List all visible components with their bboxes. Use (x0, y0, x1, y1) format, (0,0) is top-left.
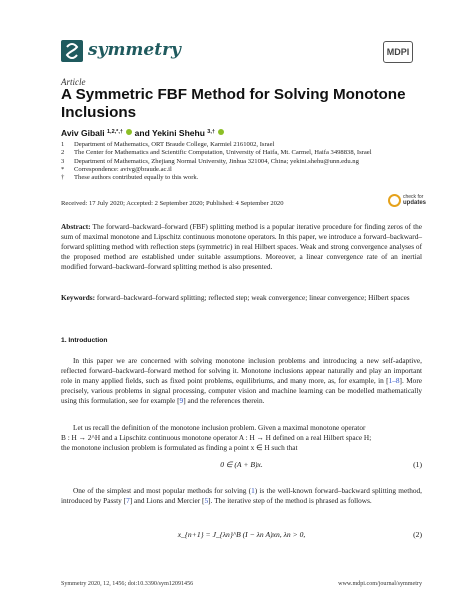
footer-citation: Symmetry 2020, 12, 1456; doi:10.3390/sym12091456 (61, 581, 194, 587)
intro-paragraph-2: Let us recall the definition of the monotone inclusion problem. Given a maximal monotone operator B : H → 2^H and a Lipschitz continuous monotone operator A : H → H defined on a real Hilbert space H; the monotone inclusion problem is formulated as finding a point x ∈ H such that (61, 423, 372, 452)
author-line (61, 128, 224, 138)
section-heading: 1. Introduction (61, 337, 108, 344)
footer-journal-url[interactable]: www.mdpi.com/journal/symmetry (338, 581, 422, 587)
keywords-text: forward–backward–forward splitting; reflected step; weak convergence; linear convergence; Hilbert spaces (96, 293, 410, 302)
intro-paragraph-3: One of the simplest and most popular methods for solving (1) is the well-known forward–backward splitting method, introduced by Passty [7] and Lions and Mercier [5]. The iterative step of the method is phrased as follows. (61, 486, 422, 505)
equation-body: 0 ∈ (A + B)x. (220, 460, 263, 469)
check-for-updates-badge[interactable] (388, 193, 427, 211)
affiliation-list (61, 141, 421, 182)
equation-1 (61, 460, 422, 470)
author-1-superscript: 1,2,*,† (107, 129, 123, 135)
equation-number: (1) (413, 460, 422, 469)
equation-2 (61, 530, 422, 542)
abstract-text: The forward–backward–forward (FBF) splitting method is a popular iterative procedure for finding zeros of the sum of maximal monotone and Lipschitz continuous monotone operators. In this paper, we introduce a forward–backward–forward splitting method with reflection steps (symmetric) in real Hilbert spaces. Weak and strong convergence analyses of the proposed method are established under suitable assumptions. Moreover, a linear convergence rate of an inertial modified forward–backward–forward splitting method is also presented. (61, 222, 422, 271)
journal-logo-icon (61, 40, 83, 62)
author-2[interactable]: Yekini Shehu (152, 128, 205, 138)
mdpi-logo[interactable] (383, 41, 413, 63)
equation-body: x_{n+1} = J_{λn}^B (I − λn A)xn, λn > 0, (177, 530, 306, 539)
citation-link[interactable]: 5 (204, 495, 209, 505)
citation-link[interactable]: 1–8 (388, 375, 400, 385)
keywords-label: Keywords: (61, 293, 96, 302)
publisher-name: MDPI (386, 47, 410, 57)
equation-ref-link[interactable]: 1 (251, 486, 255, 495)
equal-contribution-note: † These authors contributed equally to this work. (61, 174, 199, 182)
update-icon (388, 194, 401, 207)
citation-link[interactable]: 7 (126, 495, 130, 505)
citation-link[interactable]: 9 (179, 395, 184, 405)
affiliation-item: 3 Department of Mathematics, Zhejiang Normal University, Jinhua 321004, China; yekini.shehu@unn.edu.ng (61, 157, 359, 165)
check-updates-line1: check for (403, 194, 424, 200)
check-updates-line2: updates (403, 200, 427, 206)
affiliation-item: 2 The Center for Mathematics and Scientific Computation, University of Haifa, Mt. Carmel, Haifa 3498838, Israel (61, 149, 372, 157)
author-connector: and (134, 128, 150, 138)
equation-number: (2) (413, 530, 422, 539)
intro-paragraph-1: In this paper we are concerned with solving monotone inclusion problems and introducing a new self-adaptive, reflected forward–backward–forward method for solving it. Monotone inclusions appear naturally and play an important role in many applied fields, such as fixed point problems, equilibriums, and many more, as, for example, in [1–8]. More precisely, various problems in signal processing, computer vision and machine learning can be modelled mathematically using this formulation, see for example [9] and the references therein. (61, 356, 422, 405)
author-1[interactable]: Aviv Gibali (61, 128, 105, 138)
author-2-superscript: 3,† (207, 129, 215, 135)
keywords (61, 293, 422, 303)
affiliation-item: 1 Department of Mathematics, ORT Braude College, Karmiel 2161002, Israel (61, 141, 275, 148)
journal-name[interactable]: symmetry (88, 40, 181, 60)
article-type: Article (61, 77, 86, 87)
orcid-icon[interactable] (218, 129, 224, 135)
correspondence: * Correspondence: avivg@braude.ac.il (61, 165, 172, 173)
publication-dates: Received: 17 July 2020; Accepted: 2 September 2020; Published: 4 September 2020 (61, 200, 284, 207)
abstract-label: Abstract: (61, 222, 91, 231)
orcid-icon[interactable] (126, 129, 132, 135)
abstract (61, 222, 422, 272)
paper-title: A Symmetric FBF Method for Solving Monotone Inclusions (61, 86, 406, 121)
